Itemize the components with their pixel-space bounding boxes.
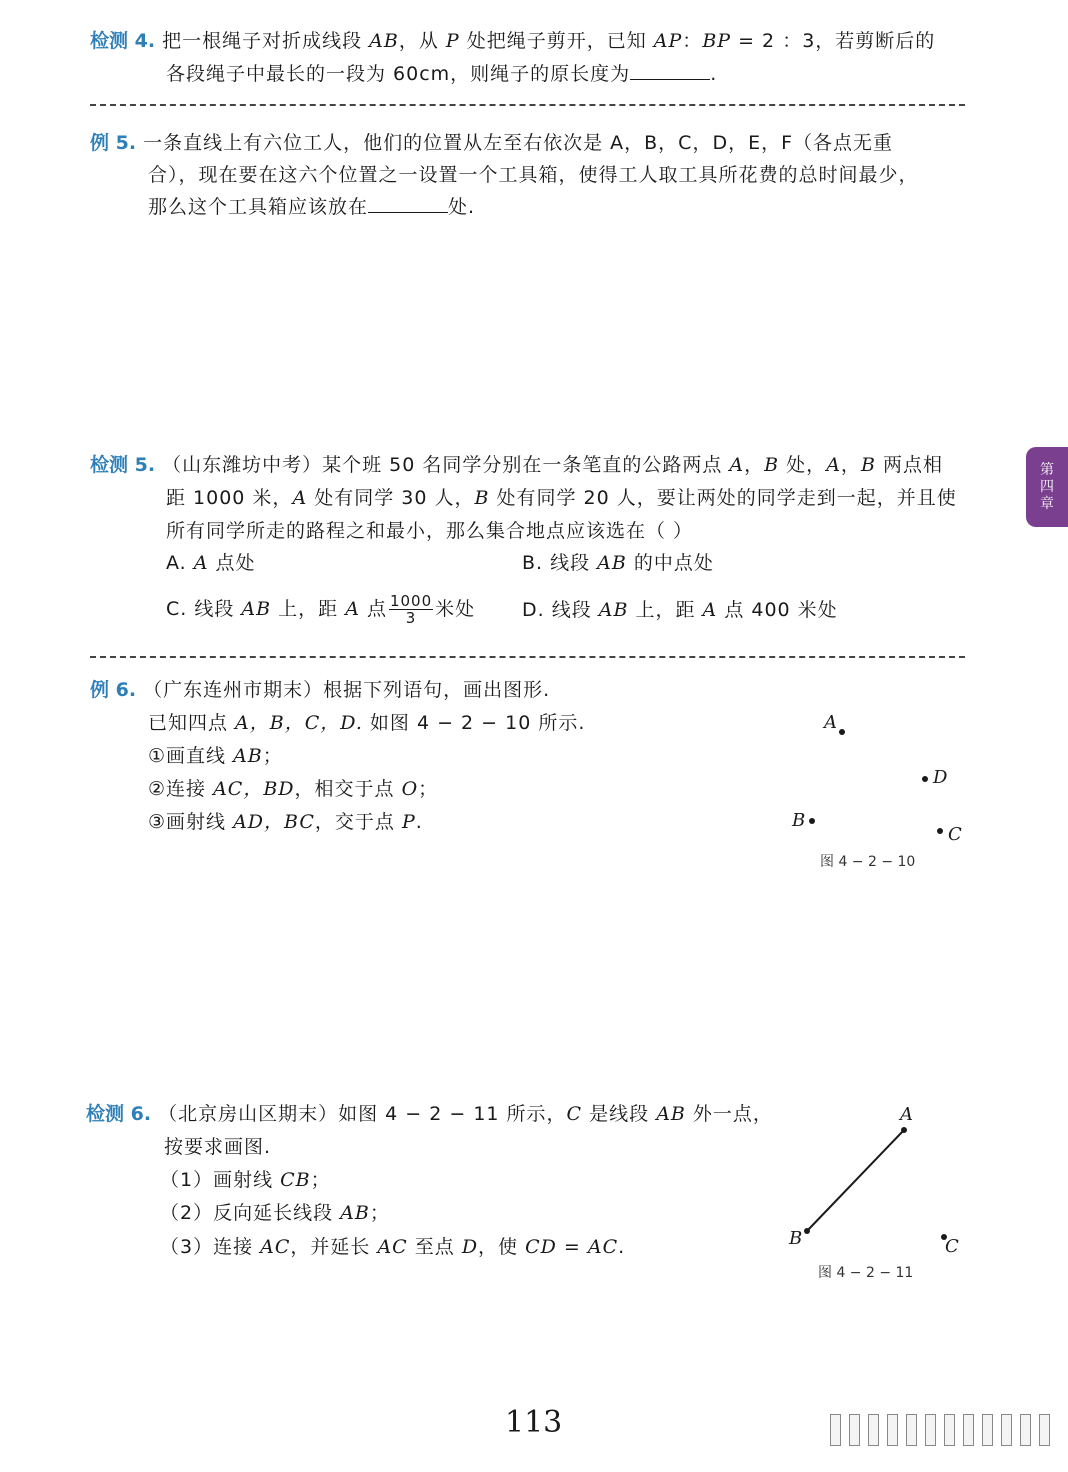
var: B	[764, 454, 780, 476]
text: ，从	[398, 30, 446, 52]
option-key: A.	[166, 552, 187, 574]
text: ：	[682, 30, 703, 52]
figure-caption: 图 4 − 2 − 10	[820, 854, 916, 870]
p6-line-2	[164, 1134, 271, 1160]
text: 处把绳子剪开，已知	[459, 30, 654, 52]
text: ，交于点	[314, 811, 402, 833]
page-number: 113	[505, 1405, 563, 1440]
var: AB	[597, 552, 627, 574]
text: 上，距	[628, 599, 703, 621]
e6-label: 例 6.	[90, 679, 137, 701]
point-d-label: D	[933, 767, 948, 788]
toolbar-tab[interactable]	[925, 1414, 936, 1446]
fraction-numerator: 1000	[389, 592, 433, 610]
var: AC	[260, 1236, 291, 1258]
chapter-tab	[1026, 447, 1068, 527]
viewer-toolbar[interactable]	[830, 1414, 1050, 1446]
text: ；	[310, 1169, 331, 1191]
var: B	[860, 454, 876, 476]
p5-line-1	[90, 452, 943, 478]
point-c-dot	[937, 828, 943, 834]
point-b-dot	[804, 1228, 810, 1234]
e6-step-1	[148, 743, 283, 769]
figure-caption: 图 4 − 2 − 11	[818, 1265, 914, 1281]
text: 各段绳子中最长的一段为 60cm，则绳子的原长度为	[166, 63, 631, 85]
text: .	[618, 1236, 626, 1258]
p6-step-2	[160, 1200, 390, 1226]
point-d-dot	[922, 776, 928, 782]
text: （3）连接	[160, 1236, 261, 1258]
var: A，B，C，D.	[235, 712, 363, 734]
e5-line-1	[90, 130, 893, 156]
var: O	[401, 778, 419, 800]
text: 一条直线上有六位工人，他们的位置从左至右依次是 A，B，C，D，E，F（各点无重	[143, 132, 894, 154]
p6-line-1	[86, 1101, 773, 1127]
fraction-denominator: 3	[405, 609, 417, 627]
answer-blank[interactable]	[630, 61, 710, 80]
var: AP	[653, 30, 683, 52]
text: ，相交于点	[294, 778, 402, 800]
var: BP	[702, 30, 732, 52]
p5-line-2	[166, 485, 957, 511]
text: 点处	[208, 552, 256, 574]
toolbar-tab[interactable]	[887, 1414, 898, 1446]
e5-label: 例 5.	[90, 132, 137, 154]
p5-option-d[interactable]	[522, 597, 838, 623]
var: A	[702, 599, 718, 621]
text: 米处	[435, 598, 476, 620]
text: 把一根绳子对折成线段	[162, 30, 370, 52]
var: A	[729, 454, 745, 476]
text: 距 1000 米，	[166, 487, 293, 509]
option-key: C.	[166, 598, 188, 620]
text: 外一点，	[685, 1103, 773, 1125]
toolbar-tab[interactable]	[868, 1414, 879, 1446]
e5-line-2	[148, 162, 919, 188]
text: 那么这个工具箱应该放在	[148, 196, 369, 218]
var: B	[474, 487, 490, 509]
text: 处.	[448, 196, 476, 218]
text: 所有同学所走的路程之和最小，那么集合地点应该选在（ ）	[166, 520, 694, 542]
point-a-label: A	[900, 1104, 913, 1125]
var: AC	[377, 1236, 408, 1258]
toolbar-tab[interactable]	[1039, 1414, 1050, 1446]
text: 按要求画图.	[164, 1136, 272, 1158]
point-a-dot	[901, 1127, 907, 1133]
p4-line-1	[90, 28, 935, 54]
option-key: D.	[522, 599, 545, 621]
point-c-label: C	[948, 824, 962, 845]
text: （1）画射线	[160, 1169, 281, 1191]
p5-option-a[interactable]	[166, 550, 256, 576]
toolbar-tab[interactable]	[849, 1414, 860, 1446]
text: ，使	[478, 1236, 526, 1258]
text: ；	[262, 745, 283, 767]
text: = 2 ：3，若剪断后的	[731, 30, 936, 52]
e6-step-2	[148, 776, 438, 802]
var: AD，BC	[233, 811, 315, 833]
p5-label: 检测 5.	[90, 454, 156, 476]
var: P	[401, 811, 416, 833]
var: AB	[233, 745, 263, 767]
text: （广东连州市期末）根据下列语句，画出图形.	[143, 679, 551, 701]
text: 线段	[550, 552, 598, 574]
dashed-divider	[90, 104, 965, 106]
point-b-label: B	[792, 810, 806, 831]
text: （2）反向延长线段	[160, 1202, 341, 1224]
point-b-dot	[809, 818, 815, 824]
var: A	[826, 454, 841, 476]
text: 如图 4 − 2 − 10 所示.	[362, 712, 586, 734]
text: 已知四点	[148, 712, 236, 734]
text: 线段	[551, 599, 599, 621]
toolbar-tab[interactable]	[982, 1414, 993, 1446]
var: AB	[598, 599, 629, 621]
text: .	[415, 811, 423, 833]
option-key: B.	[522, 552, 544, 574]
chapter-tab-char: 章	[1040, 495, 1054, 512]
var: AB	[369, 30, 399, 52]
text: （山东潍坊中考）某个班 50 名同学分别在一条笔直的公路两点	[162, 454, 730, 476]
text: 合），现在要在这六个位置之一设置一个工具箱，使得工人取工具所花费的总时间最少，	[148, 164, 919, 186]
text: ，并延长	[290, 1236, 378, 1258]
fraction	[389, 593, 433, 626]
var: CB	[280, 1169, 311, 1191]
p5-line-3	[166, 518, 693, 544]
text: 上，距	[271, 598, 346, 620]
p4-line-2	[166, 61, 717, 87]
point-a-label: A	[824, 712, 837, 733]
p5-option-b[interactable]	[522, 550, 714, 576]
toolbar-tab[interactable]	[963, 1414, 974, 1446]
var: A	[345, 598, 360, 620]
p6-step-1	[160, 1167, 331, 1193]
toolbar-tab[interactable]	[1001, 1414, 1012, 1446]
text: 点	[359, 598, 387, 620]
text: ；	[369, 1202, 390, 1224]
text: ，	[744, 454, 765, 476]
toolbar-tab[interactable]	[1020, 1414, 1031, 1446]
e5-line-3	[148, 194, 475, 220]
var: A	[193, 552, 209, 574]
var: P	[445, 30, 460, 52]
text: =	[556, 1236, 588, 1258]
e6-step-3	[148, 809, 423, 835]
chapter-tab-char: 四	[1040, 478, 1054, 495]
var: AC，BD	[213, 778, 295, 800]
point-c-label: C	[945, 1236, 959, 1257]
var: CD	[525, 1236, 557, 1258]
toolbar-tab[interactable]	[830, 1414, 841, 1446]
p4-label: 检测 4.	[90, 30, 156, 52]
var: C	[566, 1103, 583, 1125]
text: ；	[418, 778, 439, 800]
text: 的中点处	[626, 552, 714, 574]
text: 至点	[407, 1236, 462, 1258]
segment-ab	[807, 1130, 904, 1231]
p6-step-3	[160, 1234, 625, 1260]
text: ②连接	[148, 778, 214, 800]
var: A	[292, 487, 308, 509]
var: AB	[340, 1202, 370, 1224]
toolbar-tab[interactable]	[944, 1414, 955, 1446]
text: 两点相	[875, 454, 943, 476]
text: 线段	[194, 598, 242, 620]
toolbar-tab[interactable]	[906, 1414, 917, 1446]
text: 处有同学 30 人，	[307, 487, 475, 509]
point-b-label: B	[789, 1228, 803, 1249]
point-a-dot	[839, 729, 845, 735]
dashed-divider	[90, 656, 965, 658]
text: .	[710, 63, 718, 85]
text: 是线段	[582, 1103, 657, 1125]
text: （北京房山区期末）如图 4 − 2 − 11 所示，	[158, 1103, 567, 1125]
var: AB	[656, 1103, 686, 1125]
text: 点 400 米处	[717, 599, 838, 621]
text: ③画射线	[148, 811, 234, 833]
var: AB	[241, 598, 272, 620]
e6-line-2	[148, 710, 585, 736]
var: D	[461, 1236, 479, 1258]
e6-line-1	[90, 677, 550, 703]
answer-blank[interactable]	[368, 194, 448, 213]
p5-option-c[interactable]	[166, 593, 475, 626]
text: 处，	[779, 454, 827, 476]
text: 处有同学 20 人，要让两处的同学走到一起，并且使	[489, 487, 957, 509]
var: AC	[587, 1236, 619, 1258]
chapter-tab-char: 第	[1040, 461, 1054, 478]
text: ，	[840, 454, 861, 476]
text: ①画直线	[148, 745, 234, 767]
p6-label: 检测 6.	[86, 1103, 152, 1125]
